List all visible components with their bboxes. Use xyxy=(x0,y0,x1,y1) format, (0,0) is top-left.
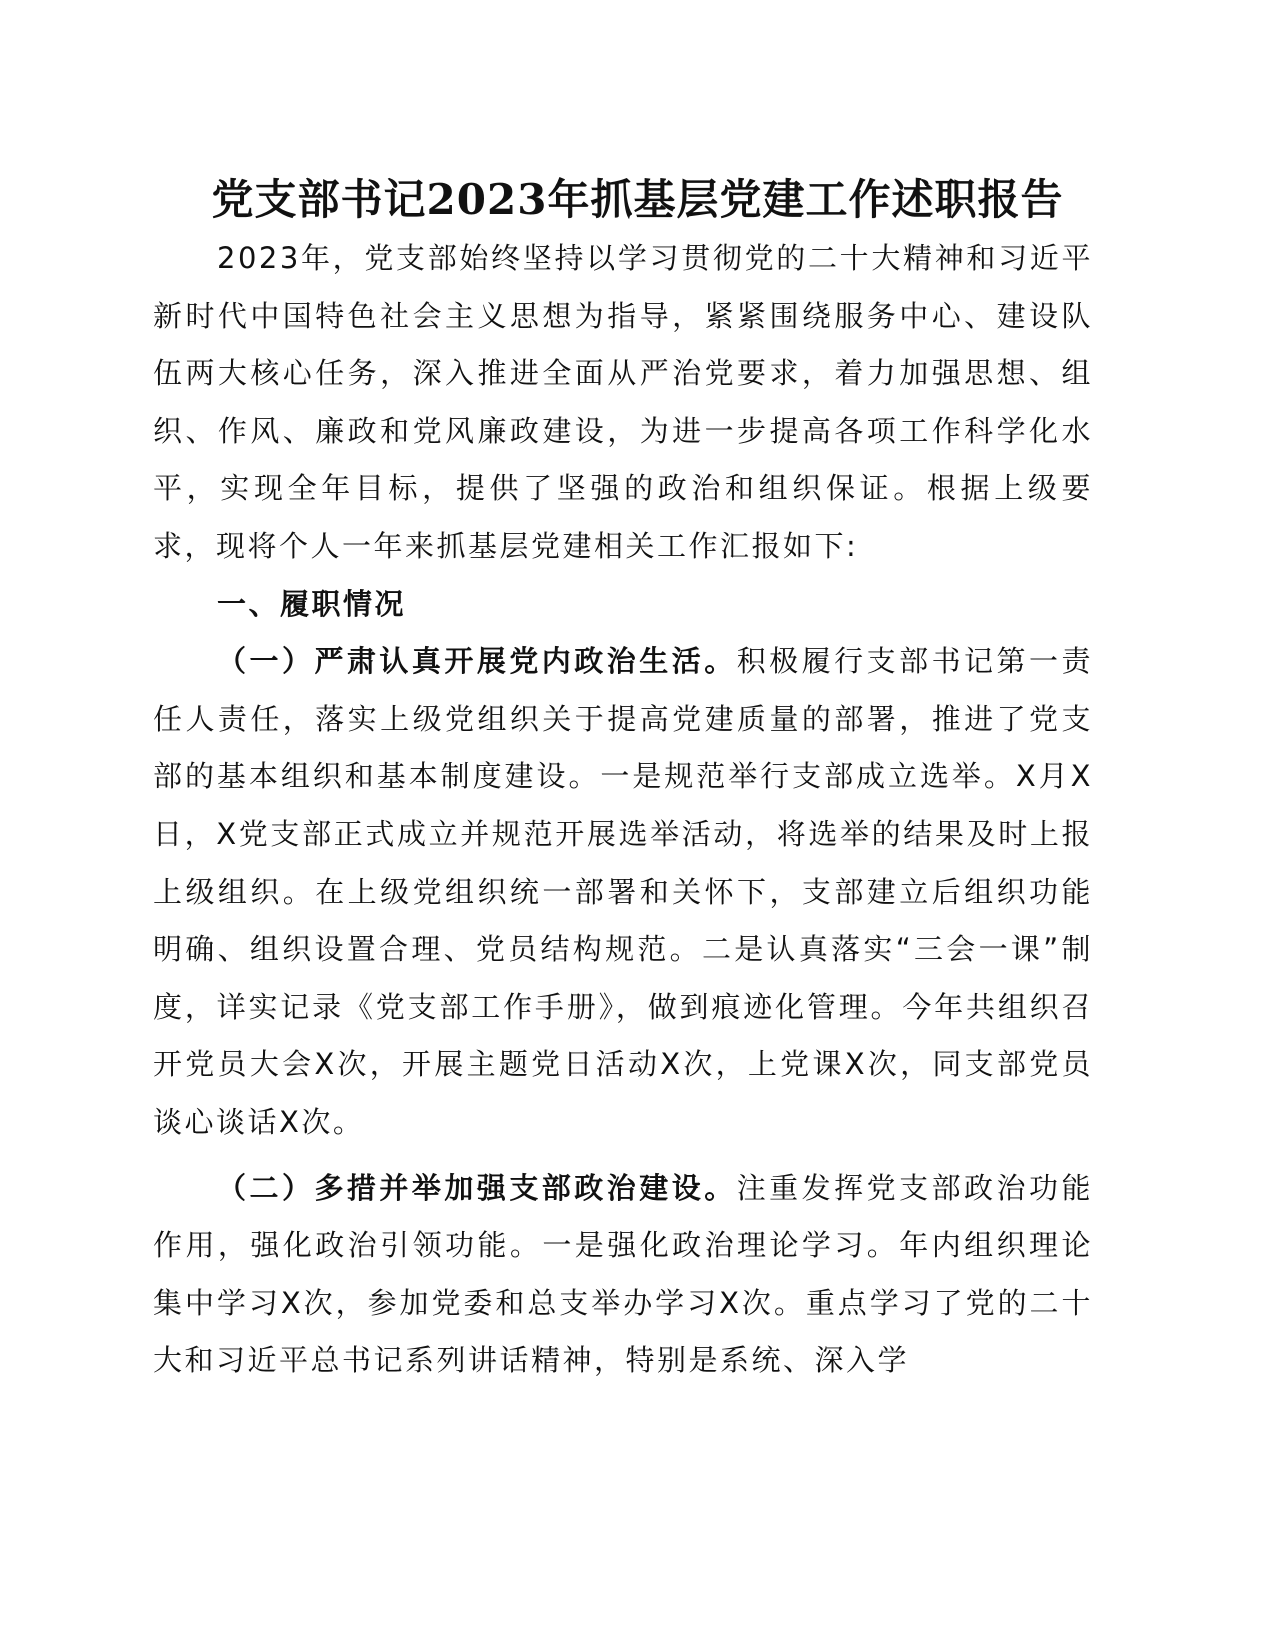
document-title: 党支部书记2023年抓基层党建工作述职报告 xyxy=(211,175,1064,224)
paragraph-political-life xyxy=(153,633,1093,1151)
paragraph-political-construction-lead: （二）多措并举加强支部政治建设。 xyxy=(217,1170,737,1205)
paragraph-political-life-lead: （一）严肃认真开展党内政治生活。 xyxy=(217,644,737,679)
paragraph-political-life-body: 积极履行支部书记第一责任人责任，落实上级党组织关于提高党建质量的部署，推进了党支部的基本组织和基本制度建设。一是规范举行支部成立选举。X月X日，X党支部正式成立并规范开展选举活动，将选举的结果及时上报上级组织。在上级党组织统一部署和关怀下，支部建立后组织功能明确、组织设置合理、党员结构规范。二是认真落实“三会一课”制度，详实记录《党支部工作手册》，做到痕迹化管理。今年共组织召开党员大会X次，开展主题党日活动X次，上党课X次，同支部党员谈心谈话X次。 xyxy=(153,644,1093,1139)
paragraph-political-construction-body: 注重发挥党支部政治功能作用，强化政治引领功能。一是强化政治理论学习。年内组织理论集中学习X次，参加党委和总支举办学习X次。重点学习了党的二十大和习近平总书记系列讲话精神，特别是系统、深入学 xyxy=(153,1170,1093,1378)
intro-paragraph: 2023年，党支部始终坚持以学习贯彻党的二十大精神和习近平新时代中国特色社会主义思想为指导，紧紧围绕服务中心、建设队伍两大核心任务，深入推进全面从严治党要求，着力加强思想、组织、作风、廉政和党风廉政建设，为进一步提高各项工作科学化水平，实现全年目标，提供了坚强的政治和组织保证。根据上级要求，现将个人一年来抓基层党建相关工作汇报如下: xyxy=(153,241,1093,563)
section-heading-performance: 一、履职情况 xyxy=(217,586,407,621)
document-body xyxy=(153,230,1093,1390)
paragraph-gap xyxy=(153,1152,1093,1160)
paragraph-political-construction xyxy=(153,1160,1093,1390)
